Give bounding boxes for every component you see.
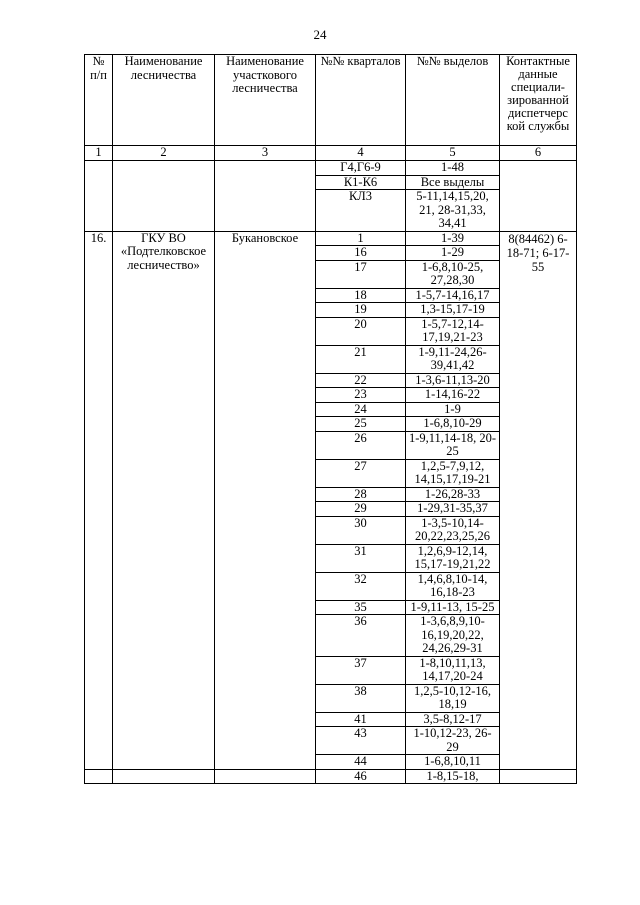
quarter-cell: КЛ3 bbox=[316, 190, 406, 232]
quarter-cell: 19 bbox=[316, 303, 406, 318]
forestry-table bbox=[84, 54, 577, 784]
quarter-cell: 28 bbox=[316, 487, 406, 502]
page-number: 24 bbox=[313, 27, 327, 42]
column-number: 1 bbox=[85, 146, 113, 161]
empty-cell bbox=[113, 161, 215, 232]
plots-cell: 1,3-15,17-19 bbox=[406, 303, 500, 318]
plots-cell: 1-9 bbox=[406, 402, 500, 417]
column-number: 5 bbox=[406, 146, 500, 161]
plots-cell: 1-26,28-33 bbox=[406, 487, 500, 502]
plots-cell: 1,2,5-10,12-16, 18,19 bbox=[406, 684, 500, 712]
quarter-cell: 36 bbox=[316, 615, 406, 657]
quarter-cell: 23 bbox=[316, 388, 406, 403]
column-number: 3 bbox=[215, 146, 316, 161]
plots-cell: 1-8,15-18, bbox=[406, 769, 500, 784]
column-number: 4 bbox=[316, 146, 406, 161]
empty-cell bbox=[85, 769, 113, 784]
quarter-cell: 20 bbox=[316, 317, 406, 345]
plots-cell: 1-48 bbox=[406, 161, 500, 176]
quarter-cell: 22 bbox=[316, 373, 406, 388]
table-row bbox=[85, 161, 577, 176]
plots-cell: 1-9,11-24,26- 39,41,42 bbox=[406, 345, 500, 373]
quarter-cell: 38 bbox=[316, 684, 406, 712]
quarter-cell: 46 bbox=[316, 769, 406, 784]
header-contacts: Контактные данные специали-зированной диспетчерс кой службы bbox=[500, 55, 577, 146]
quarter-cell: 1 bbox=[316, 231, 406, 246]
plots-cell: 1-5,7-12,14- 17,19,21-23 bbox=[406, 317, 500, 345]
header-district: Наименование участкового лесничества bbox=[215, 55, 316, 146]
entry-16 bbox=[85, 231, 577, 769]
quarter-cell: 17 bbox=[316, 260, 406, 288]
plots-cell: Все выделы bbox=[406, 175, 500, 190]
quarter-cell: 43 bbox=[316, 727, 406, 755]
table-row bbox=[85, 231, 577, 246]
plots-cell: 3,5-8,12-17 bbox=[406, 712, 500, 727]
empty-cell bbox=[500, 161, 577, 232]
empty-cell bbox=[215, 161, 316, 232]
plots-cell: 1-3,6,8,9,10- 16,19,20,22, 24,26,29-31 bbox=[406, 615, 500, 657]
quarter-cell: 21 bbox=[316, 345, 406, 373]
plots-cell: 5-11,14,15,20, 21, 28-31,33, 34,41 bbox=[406, 190, 500, 232]
quarter-cell: 27 bbox=[316, 459, 406, 487]
plots-cell: 1-9,11,14-18, 20-25 bbox=[406, 431, 500, 459]
plots-cell: 1-3,6-11,13-20 bbox=[406, 373, 500, 388]
quarter-cell: 26 bbox=[316, 431, 406, 459]
quarter-cell: 32 bbox=[316, 572, 406, 600]
plots-cell: 1-10,12-23, 26- 29 bbox=[406, 727, 500, 755]
header-plots: №№ выделов bbox=[406, 55, 500, 146]
column-number: 6 bbox=[500, 146, 577, 161]
header-number: № п/п bbox=[85, 55, 113, 146]
empty-cell bbox=[500, 769, 577, 784]
quarter-cell: 16 bbox=[316, 246, 406, 261]
forestry-name: ГКУ ВО «Подтелковское лесничество» bbox=[113, 231, 215, 769]
plots-cell: 1-29,31-35,37 bbox=[406, 502, 500, 517]
plots-cell: 1-6,8,10-25, 27,28,30 bbox=[406, 260, 500, 288]
quarter-cell: 29 bbox=[316, 502, 406, 517]
quarter-cell: 31 bbox=[316, 544, 406, 572]
header-row bbox=[85, 55, 577, 146]
plots-cell: 1-3,5-10,14- 20,22,23,25,26 bbox=[406, 516, 500, 544]
quarter-cell: Г4,Г6-9 bbox=[316, 161, 406, 176]
plots-cell: 1,2,6,9-12,14, 15,17-19,21,22 bbox=[406, 544, 500, 572]
header-quarters: №№ кварталов bbox=[316, 55, 406, 146]
empty-cell bbox=[113, 769, 215, 784]
plots-cell: 1-14,16-22 bbox=[406, 388, 500, 403]
plots-cell: 1-5,7-14,16,17 bbox=[406, 288, 500, 303]
quarter-cell: 30 bbox=[316, 516, 406, 544]
header-forestry: Наименование лесничества bbox=[113, 55, 215, 146]
plots-cell: 1-8,10,11,13, 14,17,20-24 bbox=[406, 656, 500, 684]
table-row bbox=[85, 769, 577, 784]
column-number-row bbox=[85, 146, 577, 161]
plots-cell: 1-6,8,10,11 bbox=[406, 755, 500, 770]
quarter-cell: 41 bbox=[316, 712, 406, 727]
quarter-cell: 44 bbox=[316, 755, 406, 770]
quarter-cell: 18 bbox=[316, 288, 406, 303]
contacts-cell: 8(84462) 6-18-71; 6-17-55 bbox=[500, 231, 577, 769]
empty-cell bbox=[85, 161, 113, 232]
quarter-cell: 37 bbox=[316, 656, 406, 684]
plots-cell: 1-9,11-13, 15-25 bbox=[406, 600, 500, 615]
plots-cell: 1,2,5-7,9,12, 14,15,17,19-21 bbox=[406, 459, 500, 487]
plots-cell: 1,4,6,8,10-14, 16,18-23 bbox=[406, 572, 500, 600]
district-name: Букановское bbox=[215, 231, 316, 769]
column-number: 2 bbox=[113, 146, 215, 161]
plots-cell: 1-6,8,10-29 bbox=[406, 417, 500, 432]
empty-cell bbox=[215, 769, 316, 784]
quarter-cell: 25 bbox=[316, 417, 406, 432]
plots-cell: 1-39 bbox=[406, 231, 500, 246]
quarter-cell: 35 bbox=[316, 600, 406, 615]
quarter-cell: 24 bbox=[316, 402, 406, 417]
plots-cell: 1-29 bbox=[406, 246, 500, 261]
quarter-cell: К1-К6 bbox=[316, 175, 406, 190]
entry-number: 16. bbox=[85, 231, 113, 769]
